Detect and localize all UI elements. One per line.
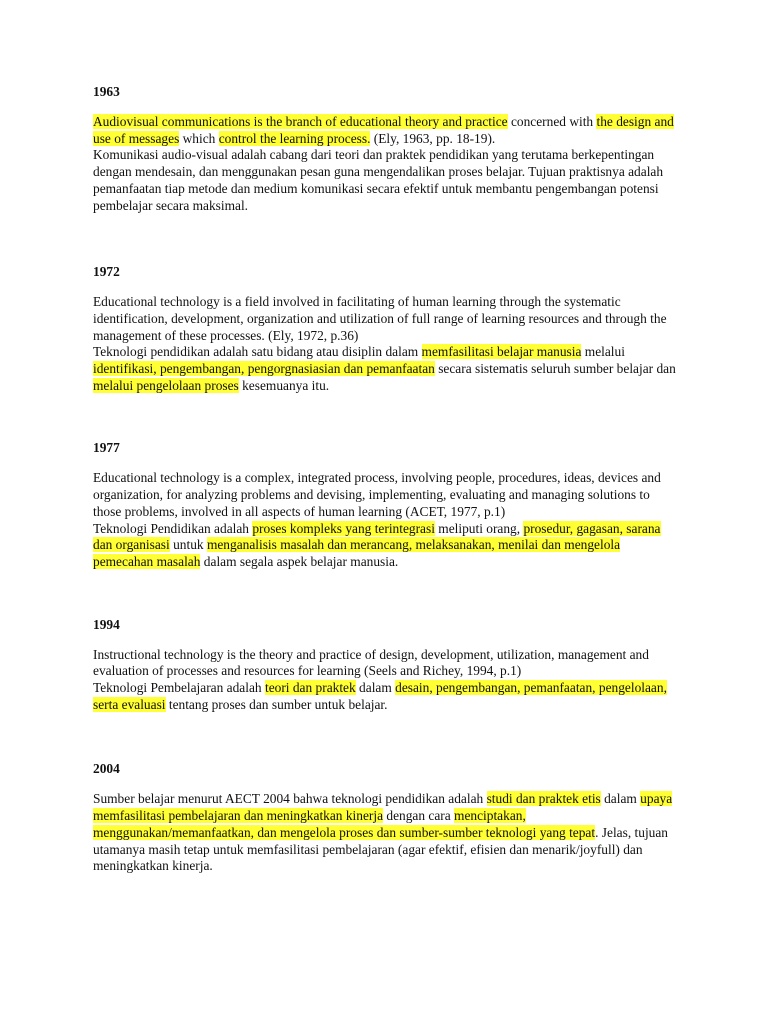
text-run: dalam	[600, 791, 641, 807]
english-definition	[93, 114, 678, 147]
text-run: Teknologi pendidikan adalah satu bidang atau disiplin dalam	[93, 344, 422, 360]
text-run: . Jelas, tujuan utamanya masih tetap untuk memfasilitasi pembelajaran (agar efektif, efisien dan menarik/joyfull) dan meningkatkan kinerja.	[93, 824, 668, 874]
highlighted-phrase: menciptakan, menggunakan/memanfaatkan, dan mengelola proses dan sumber-sumber teknologi yang tepat	[93, 808, 596, 840]
document-page	[93, 84, 678, 875]
section-year: 1977	[93, 440, 120, 456]
highlighted-phrase: upaya memfasilitasi pembelajaran dan meningkatkan kinerja	[93, 791, 673, 824]
text-run: meliputi orang,	[434, 520, 524, 536]
highlighted-phrase: menganalisis masalah dan merancang, melaksanakan, menilai dan mengelola pemecahan masalah	[93, 537, 621, 569]
text-run: untuk	[169, 537, 207, 553]
text-run: Teknologi Pembelajaran adalah	[93, 680, 265, 696]
highlighted-phrase: melalui pengelolaan proses	[93, 377, 239, 393]
section-year: 1972	[93, 264, 120, 280]
text-run: dalam	[355, 680, 396, 696]
section-2004	[93, 761, 678, 875]
indonesian-definition	[93, 791, 678, 875]
text-run: tentang proses dan sumber untuk belajar.	[165, 696, 388, 712]
text-run: (Ely, 1963, pp. 18-19).	[370, 130, 496, 146]
indonesian-definition	[93, 344, 678, 394]
text-run: dalam segala aspek belajar manusia.	[200, 553, 399, 569]
section-year: 1994	[93, 616, 120, 632]
section-1963	[93, 84, 678, 214]
text-run: Komunikasi audio-visual adalah cabang dari teori dan praktek pendidikan yang terutama berkepentingan dengan mendesain, dan menggunakan pesan guna mengendalikan proses belajar. Tujuan praktisnya adalah pemanfaatan tiap metode dan medium komunikasi secara efektif untuk membantu pengembangan potensi pembelajar secara maksimal.	[93, 147, 664, 213]
highlighted-phrase: desain, pengembangan, pemanfaatan, pengelolaan, serta evaluasi	[93, 680, 667, 712]
text-run: Educational technology is a complex, integrated process, involving people, procedures, ideas, devices and organization, for analyzing problems and devising, implementing, evaluating and managing solutions to those problems, involved in all aspects of human learning (ACET, 1977, p.1)	[93, 470, 661, 519]
highlighted-phrase: identifikasi, pengembangan, pengorgnasiasian dan pemanfaatan	[93, 361, 435, 377]
highlighted-phrase: the design and use of messages	[93, 114, 674, 146]
indonesian-definition	[93, 521, 678, 571]
highlighted-phrase: studi dan praktek etis	[486, 791, 601, 807]
section-1994	[93, 617, 678, 714]
highlighted-phrase: teori dan praktek	[264, 680, 356, 696]
text-run: Sumber belajar menurut AECT 2004 bahwa teknologi pendidikan adalah	[93, 791, 487, 807]
highlighted-phrase: memfasilitasi belajar manusia	[421, 344, 582, 360]
highlighted-phrase: control the learning process.	[218, 130, 371, 146]
highlighted-phrase: proses kompleks yang terintegrasi	[252, 520, 435, 536]
section-1977	[93, 440, 678, 570]
english-definition	[93, 647, 678, 680]
section-year: 2004	[93, 761, 120, 777]
indonesian-definition	[93, 680, 678, 713]
text-run: dengan cara	[383, 808, 455, 824]
text-run: which	[179, 130, 219, 146]
indonesian-definition	[93, 147, 678, 214]
section-year: 1963	[93, 84, 120, 99]
text-run: secara sistematis seluruh sumber belajar dan	[434, 361, 676, 377]
section-1972	[93, 264, 678, 394]
highlighted-phrase: prosedur, gagasan, sarana dan organisasi	[93, 520, 661, 553]
text-run: Educational technology is a field involved in facilitating of human learning through the systematic identification, development, organization and utilization of full range of learning resources and through the management of these processes. (Ely, 1972, p.36)	[93, 294, 667, 343]
text-run: melalui	[581, 344, 625, 360]
text-run: concerned with	[507, 114, 597, 129]
english-definition	[93, 470, 678, 520]
english-definition	[93, 294, 678, 344]
text-run: Teknologi Pendidikan adalah	[93, 520, 253, 536]
text-run: Instructional technology is the theory and practice of design, development, utilization, management and evaluation of processes and resources for learning (Seels and Richey, 1994, p.1)	[93, 646, 649, 679]
text-run: kesemuanya itu.	[238, 377, 330, 393]
highlighted-phrase: Audiovisual communications is the branch of educational theory and practice	[93, 114, 508, 129]
